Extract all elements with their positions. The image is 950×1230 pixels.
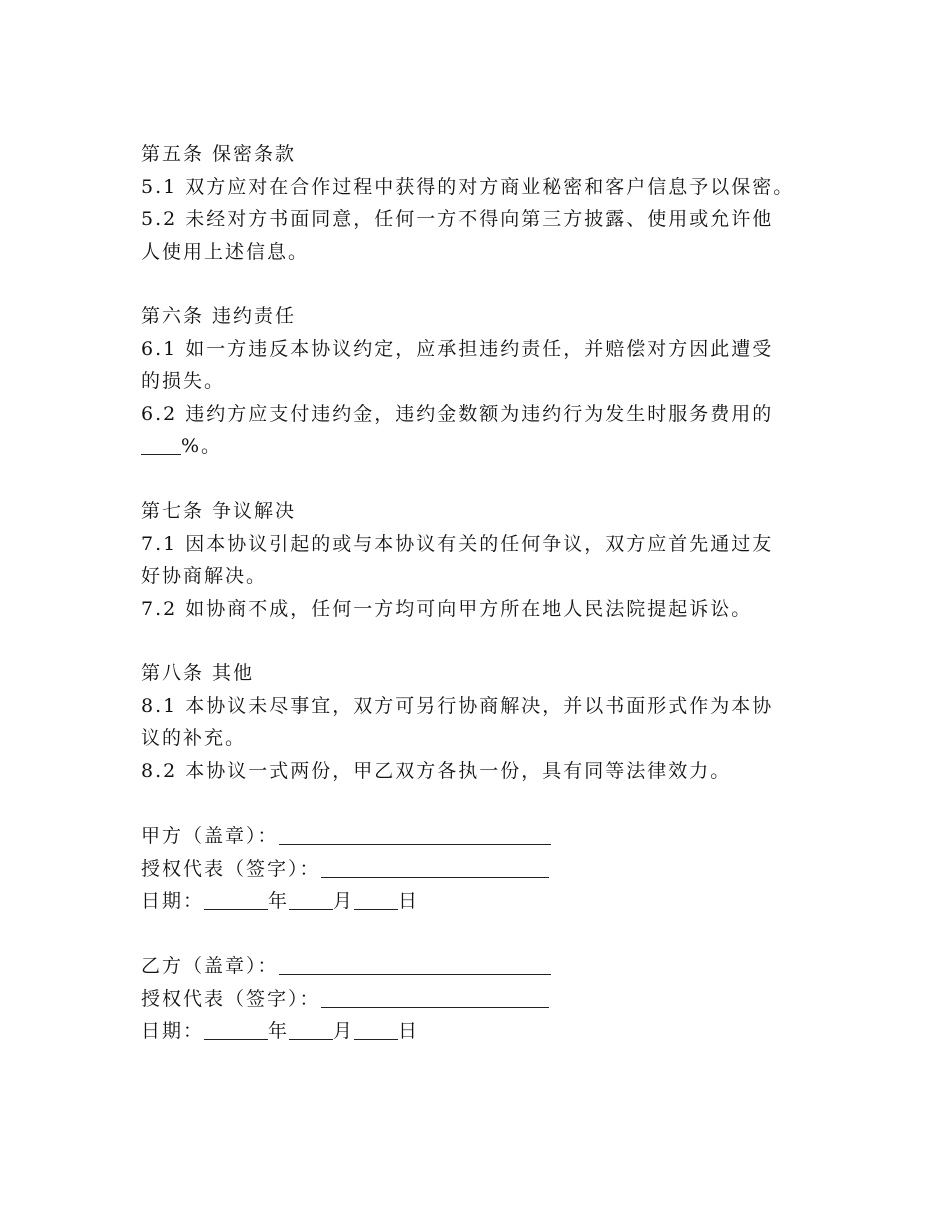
party-b-year-blank[interactable]: [204, 1019, 268, 1040]
party-b-rep-label: 授权代表（签字）：: [141, 987, 321, 1010]
clause-6-1-line2: 的损失。: [141, 370, 226, 392]
party-a-month-blank[interactable]: [289, 889, 333, 910]
party-a-seal-blank[interactable]: [279, 824, 551, 845]
clause-8-2: 8.2 本协议一式两份，甲乙双方各执一份，具有同等法律效力。: [141, 759, 732, 782]
clause-6-2-line2: [141, 430, 821, 463]
party-b-seal-blank[interactable]: [279, 954, 551, 975]
article-5-title: 第五条 保密条款: [141, 143, 297, 165]
clause-8-1-line2: 议的补充。: [141, 727, 247, 749]
party-b-month-label: 月: [333, 1020, 355, 1042]
percent-sign: %。: [181, 435, 223, 457]
clause-5-2-line1: 5.2 未经对方书面同意，任何一方不得向第三方披露、使用或允许他: [141, 208, 774, 230]
article-8: [141, 657, 821, 787]
party-b-rep-blank[interactable]: [321, 987, 549, 1008]
clause-7-1-line1: 7.1 因本协议引起的或与本协议有关的任何争议，双方应首先通过友: [141, 532, 774, 555]
clause-8-1-line1: 8.1 本协议未尽事宜，双方可另行协商解决，并以书面形式作为本协: [141, 694, 774, 717]
clause-5-1: 5.1 双方应对在合作过程中获得的对方商业秘密和客户信息予以保密。: [141, 175, 795, 198]
clause-7-2: 7.2 如协商不成，任何一方均可向甲方所在地人民法院提起诉讼。: [141, 597, 753, 620]
clause-5-2-line2: 人使用上述信息。: [141, 240, 310, 263]
article-8-title: 第八条 其他: [141, 662, 255, 684]
party-a-date-label: 日期：: [141, 890, 205, 912]
article-6: [141, 300, 821, 463]
party-b-day-label: 日: [398, 1020, 420, 1042]
article-7-title: 第七条 争议解决: [141, 500, 297, 522]
party-a-year-label: 年: [268, 890, 290, 912]
clause-7-1-line2: 好协商解决。: [141, 565, 268, 587]
party-b-signature: [141, 950, 821, 1048]
party-a-seal-label: 甲方（盖章）：: [141, 825, 279, 847]
party-a-month-label: 月: [333, 890, 355, 912]
article-6-title: 第六条 违约责任: [141, 305, 297, 327]
party-a-rep-blank[interactable]: [321, 857, 549, 878]
party-b-year-label: 年: [268, 1020, 290, 1042]
article-7: [141, 495, 821, 625]
party-a-signature: [141, 820, 821, 918]
party-a-rep-label: 授权代表（签字）：: [141, 857, 321, 880]
penalty-percent-blank[interactable]: [141, 434, 181, 455]
party-a-day-blank[interactable]: [354, 889, 398, 910]
article-5: [141, 138, 821, 268]
clause-6-2-line1: 6.2 违约方应支付违约金，违约金数额为违约行为发生时服务费用的: [141, 402, 774, 425]
party-b-day-blank[interactable]: [354, 1019, 398, 1040]
clause-6-1-line1: 6.1 如一方违反本协议约定，应承担违约责任，并赔偿对方因此遭受: [141, 337, 774, 360]
party-a-year-blank[interactable]: [204, 889, 268, 910]
party-a-day-label: 日: [398, 890, 420, 912]
party-b-date-label: 日期：: [141, 1020, 205, 1042]
party-b-month-blank[interactable]: [289, 1019, 333, 1040]
party-b-seal-label: 乙方（盖章）：: [141, 955, 279, 977]
